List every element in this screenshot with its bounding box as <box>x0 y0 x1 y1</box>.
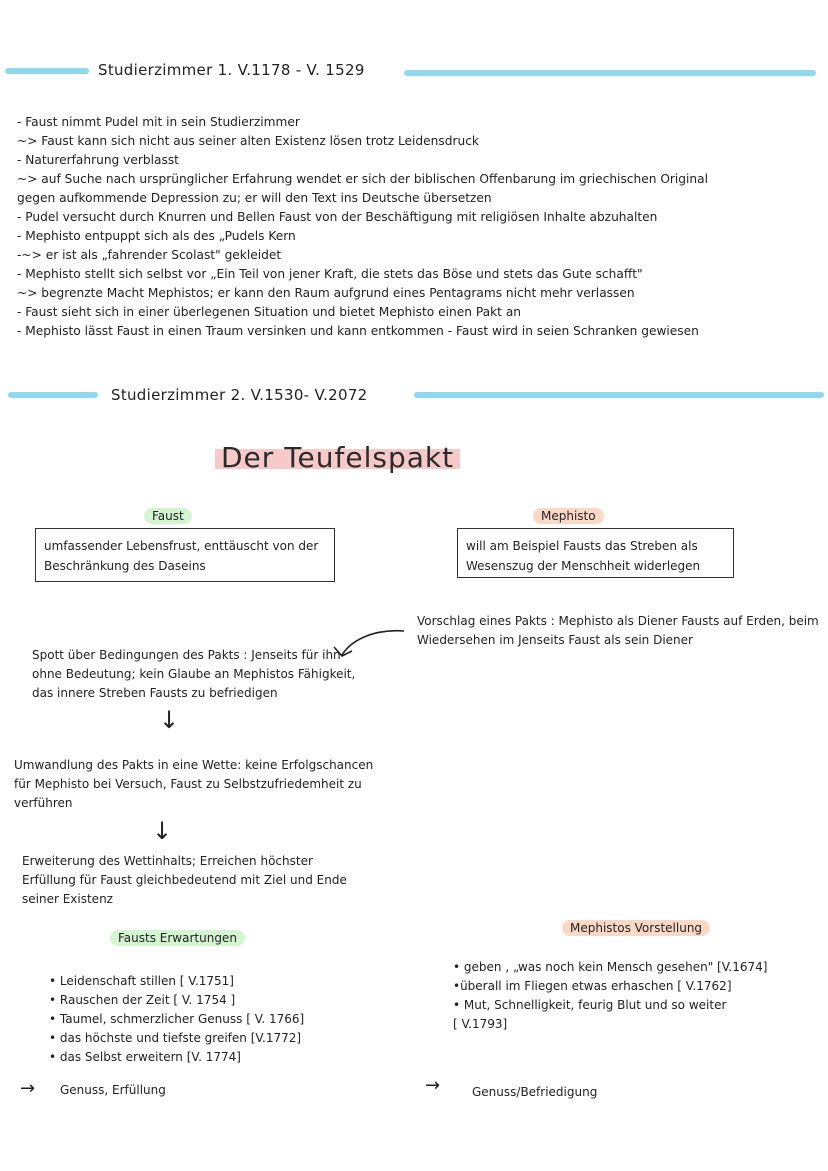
note-line: ~> auf Suche nach ursprünglicher Erfahrung wendet er sich der biblischen Offenbarung im griechischen Original <box>17 172 709 186</box>
list-item: • Leidenschaft stillen [ V.1751] <box>49 974 234 988</box>
spott-text: Spott über Bedingungen des Pakts : Jenseits für ihn ohne Bedeutung; kein Glaube an Mephistos Fähigkeit, das innere Streben Fausts zu befriedigen <box>32 648 356 700</box>
mephisto-tag: Mephisto <box>533 508 604 524</box>
note-line: -~> er ist als „fahrender Scolast" gekleidet <box>17 248 282 262</box>
erweiterung-text: Erweiterung des Wettinhalts; Erreichen höchster Erfüllung für Faust gleichbedeutend mit Ziel und Ende seiner Existenz <box>22 854 347 906</box>
note-line: - Faust sieht sich in einer überlegenen Situation und bietet Mephisto einen Pakt an <box>17 305 522 319</box>
note-line: - Mephisto entpuppt sich als des „Pudels Kern <box>17 229 296 243</box>
page-title: Der Teufelspakt <box>215 441 460 474</box>
section1-notes <box>17 113 817 341</box>
note-line: - Mephisto stellt sich selbst vor „Ein Teil von jener Kraft, die stets das Böse und stets das Gute schafft" <box>17 267 643 281</box>
arrow-down-icon: ↓ <box>152 817 173 845</box>
fausts-erwartungen-list <box>49 972 304 1067</box>
list-item: • geben , „was noch kein Mensch gesehen" [V.1674] <box>453 960 768 974</box>
list-item: • das Selbst erweitern [V. 1774] <box>49 1050 241 1064</box>
faust-tag: Faust <box>144 508 192 524</box>
note-line: ~> begrenzte Macht Mephistos; er kann den Raum aufgrund eines Pentagrams nicht mehr verlassen <box>17 286 635 300</box>
faust-result: Genuss, Erfüllung <box>60 1083 166 1097</box>
arrow-right-icon: → <box>20 1078 36 1099</box>
list-item: [ V.1793] <box>453 1017 508 1031</box>
mephistos-vorstellung-tag: Mephistos Vorstellung <box>562 920 710 936</box>
arrow-down-icon: ↓ <box>159 706 180 734</box>
mephisto-result: Genuss/Befriedigung <box>472 1085 598 1099</box>
pact-proposal: Vorschlag eines Pakts : Mephisto als Diener Fausts auf Erden, beim Wiedersehen im Jenseits Faust als sein Diener <box>417 614 819 647</box>
note-line: ~> Faust kann sich nicht aus seiner alten Existenz lösen trotz Leidensdruck <box>17 134 479 148</box>
note-line: - Faust nimmt Pudel mit in sein Studierzimmer <box>17 115 300 129</box>
mephisto-box: will am Beispiel Fausts das Streben als Wesenszug der Menschheit widerlegen <box>457 528 734 578</box>
section2-bar-left <box>8 392 98 398</box>
note-line: - Pudel versucht durch Knurren und Bellen Faust von der Beschäftigung mit religiösen Inhalte abzuhalten <box>17 210 658 224</box>
section1-title: Studierzimmer 1. V.1178 - V. 1529 <box>98 61 365 79</box>
faust-box: umfassender Lebensfrust, enttäuscht von der Beschränkung des Daseins <box>35 528 335 582</box>
list-item: • das höchste und tiefste greifen [V.1772] <box>49 1031 302 1045</box>
section2-title: Studierzimmer 2. V.1530- V.2072 <box>111 386 368 404</box>
list-item: • Mut, Schnelligkeit, feurig Blut und so weiter <box>453 998 727 1012</box>
arrow-right-icon: → <box>425 1075 441 1096</box>
note-line: gegen aufkommende Depression zu; er will den Text ins Deutsche übersetzen <box>17 191 492 205</box>
section1-bar-right <box>404 70 816 76</box>
mephistos-vorstellung-list <box>453 958 767 1034</box>
list-item: •überall im Fliegen etwas erhaschen [ V.1762] <box>453 979 732 993</box>
section1-bar-left <box>5 68 89 74</box>
wette-text: Umwandlung des Pakts in eine Wette: keine Erfolgschancen für Mephisto bei Versuch, Faust zu Selbstzufriedemheit zu verführen <box>14 758 374 810</box>
section2-bar-right <box>414 392 824 398</box>
fausts-erwartungen-tag: Fausts Erwartungen <box>110 930 245 946</box>
note-line: - Mephisto lässt Faust in einen Traum versinken und kann entkommen - Faust wird in seien Schranken gewiesen <box>17 324 699 338</box>
note-line: - Naturerfahrung verblasst <box>17 153 179 167</box>
list-item: • Rauschen der Zeit [ V. 1754 ] <box>49 993 236 1007</box>
list-item: • Taumel, schmerzlicher Genuss [ V. 1766] <box>49 1012 305 1026</box>
